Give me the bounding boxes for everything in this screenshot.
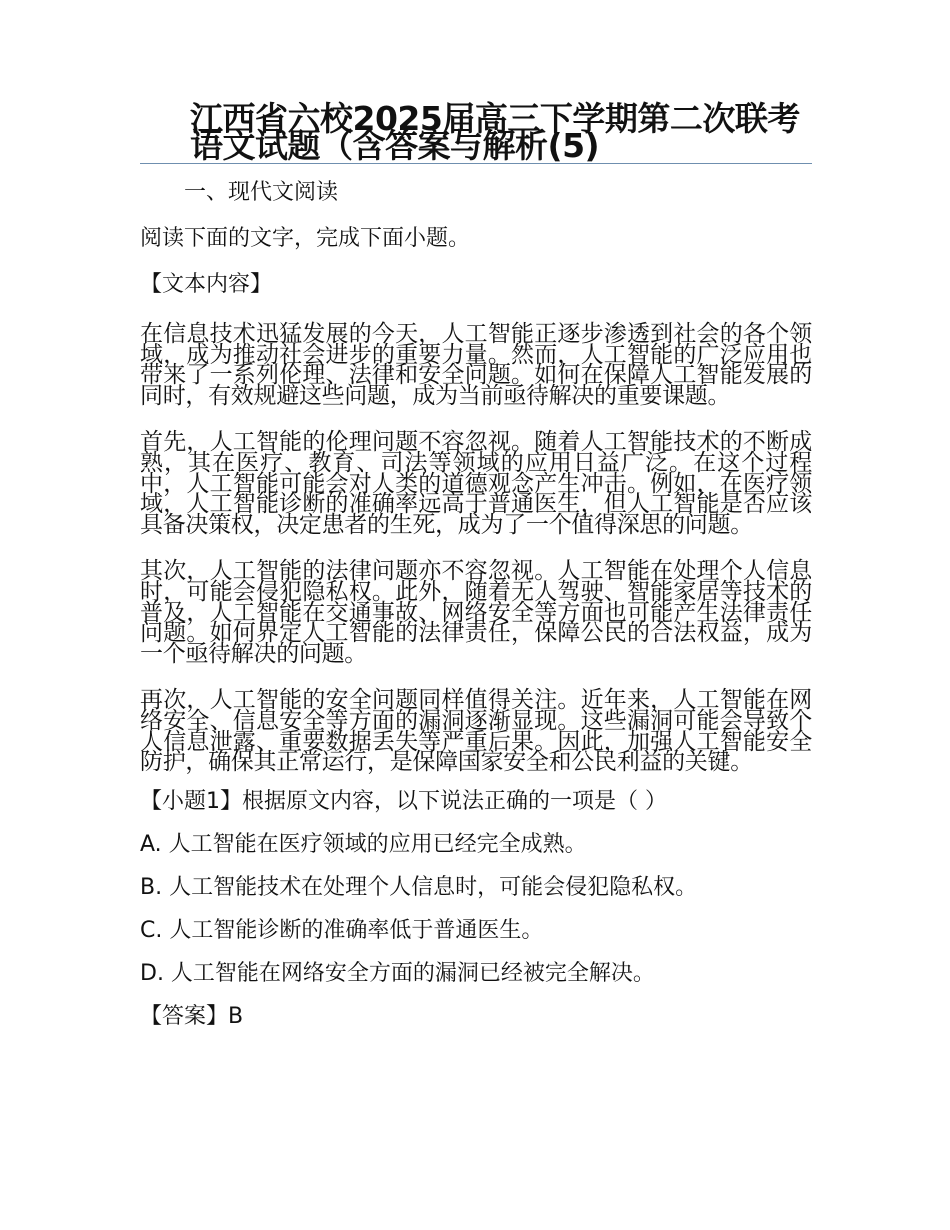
passage-paragraph-4: 再次，人工智能的安全问题同样值得关注。近年来，人工智能在网络安全、信息安全等方面的漏洞逐渐显现。这些漏洞可能会导致个人信息泄露、重要数据丢失等严重后果。因此，加强人工智能安全防护，确保其正常运行，是保障国家安全和公民利益的关键。 <box>140 687 812 776</box>
option-d: D. 人工智能在网络安全方面的漏洞已经被完全解决。 <box>140 960 655 986</box>
answer: 【答案】B <box>140 1003 244 1029</box>
passage-paragraph-2: 首先，人工智能的伦理问题不容忽视。随着人工智能技术的不断成熟，其在医疗、教育、司法等领域的应用日益广泛。在这个过程中，人工智能可能会对人类的道德观念产生冲击。例如，在医疗领域，人工智能诊断的准确率远高于普通医生，但人工智能是否应该具备决策权，决定患者的生死，成为了一个值得深思的问题。 <box>140 429 812 538</box>
document-title: 江西省六校2025届高三下学期第二次联考语文试题（含答案与解析(5) <box>190 99 800 165</box>
question-1: 【小题1】根据原文内容，以下说法正确的一项是（ ） <box>140 788 667 814</box>
option-a: A. 人工智能在医疗领域的应用已经完全成熟。 <box>140 831 587 857</box>
text-content-label: 【文本内容】 <box>140 272 273 297</box>
document-page <box>140 99 812 1032</box>
option-c: C. 人工智能诊断的准确率低于普通医生。 <box>140 917 544 943</box>
passage-paragraph-1: 在信息技术迅猛发展的今天，人工智能正逐步渗透到社会的各个领域，成为推动社会进步的重要力量。然而，人工智能的广泛应用也带来了一系列伦理、法律和安全问题。如何在保障人工智能发展的同时，有效规避这些问题，成为当前亟待解决的重要课题。 <box>140 321 812 409</box>
section-heading: 一、现代文阅读 <box>184 180 339 205</box>
reading-instruction: 阅读下面的文字，完成下面小题。 <box>140 226 471 251</box>
option-b: B. 人工智能技术在处理个人信息时，可能会侵犯隐私权。 <box>140 874 698 900</box>
passage-paragraph-3: 其次，人工智能的法律问题亦不容忽视。人工智能在处理个人信息时，可能会侵犯隐私权。此外，随着无人驾驶、智能家居等技术的普及，人工智能在交通事故、网络安全等方面也可能产生法律责任问题。如何界定人工智能的法律责任，保障公民的合法权益，成为一个亟待解决的问题。 <box>140 558 812 667</box>
